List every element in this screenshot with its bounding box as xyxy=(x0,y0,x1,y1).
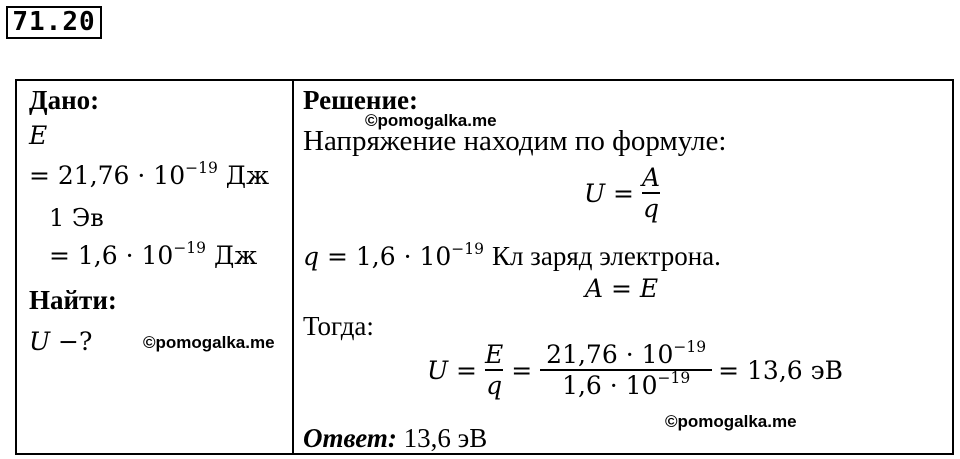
solution-table xyxy=(15,79,954,455)
calc-num2: 21,76 · 10 xyxy=(546,340,674,369)
calc-lhs: U = xyxy=(427,355,477,385)
charge-symbol: q xyxy=(303,242,320,271)
calc-den1: q xyxy=(486,371,503,400)
calc-den2-group xyxy=(556,371,696,400)
watermark-solution-top: ©pomogalka.me xyxy=(365,111,497,130)
solution-column xyxy=(294,81,952,453)
problem-number: 71.20 xyxy=(6,6,102,39)
energy-unit: Дж xyxy=(225,161,270,190)
answer-line xyxy=(303,423,487,454)
intro-text: Напряжение находим по формуле: xyxy=(303,125,727,157)
energy-symbol: E xyxy=(29,121,48,150)
charge-exp: −19 xyxy=(451,240,484,259)
energy-value: = 21,76 · 10 xyxy=(29,161,186,190)
calc-result: = 13,6 эВ xyxy=(718,355,844,385)
watermark-solution-bottom: ©pomogalka.me xyxy=(665,412,797,431)
unknown-suffix: −? xyxy=(58,327,93,356)
formula-numerator: A xyxy=(641,163,661,192)
solution-heading: Решение: xyxy=(303,85,418,115)
unknown-symbol: U xyxy=(29,327,51,356)
formula-fraction xyxy=(642,163,660,223)
calc-den2: 1,6 · 10 xyxy=(562,371,658,400)
find-heading: Найти: xyxy=(29,285,117,315)
formula-denominator: q xyxy=(642,194,659,223)
then-text: Тогда: xyxy=(303,311,374,341)
answer-value: 13,6 эВ xyxy=(403,423,488,453)
charge-value: = 1,6 · 10 xyxy=(326,242,452,271)
formula-lhs: U = xyxy=(584,178,634,208)
calculation xyxy=(427,340,843,400)
charge-text: Кл заряд электрона. xyxy=(491,241,721,271)
calc-eq: = xyxy=(511,355,533,385)
calc-num1: E xyxy=(484,340,504,369)
formula-u xyxy=(584,163,660,223)
calc-num2-group xyxy=(540,340,712,369)
ev-unit: Дж xyxy=(213,241,258,270)
answer-label: Ответ: xyxy=(303,423,397,453)
calc-den2-exp: −19 xyxy=(657,369,691,388)
calc-fraction-2 xyxy=(540,340,712,400)
ev-value-line xyxy=(49,241,257,270)
charge-line xyxy=(303,241,721,272)
unknown-line xyxy=(29,327,92,356)
calc-fraction-1 xyxy=(485,340,503,400)
given-heading: Дано: xyxy=(29,85,100,115)
ev-exp: −19 xyxy=(173,239,207,258)
energy-exp: −19 xyxy=(185,159,218,178)
equality-a-e: A = E xyxy=(585,274,659,303)
given-column xyxy=(17,81,292,453)
watermark-given: ©pomogalka.me xyxy=(143,333,275,352)
ev-label: 1 Эв xyxy=(49,204,104,232)
calc-num2-exp: −19 xyxy=(673,338,707,357)
ev-value: = 1,6 · 10 xyxy=(49,241,174,270)
energy-value-line xyxy=(29,161,269,190)
